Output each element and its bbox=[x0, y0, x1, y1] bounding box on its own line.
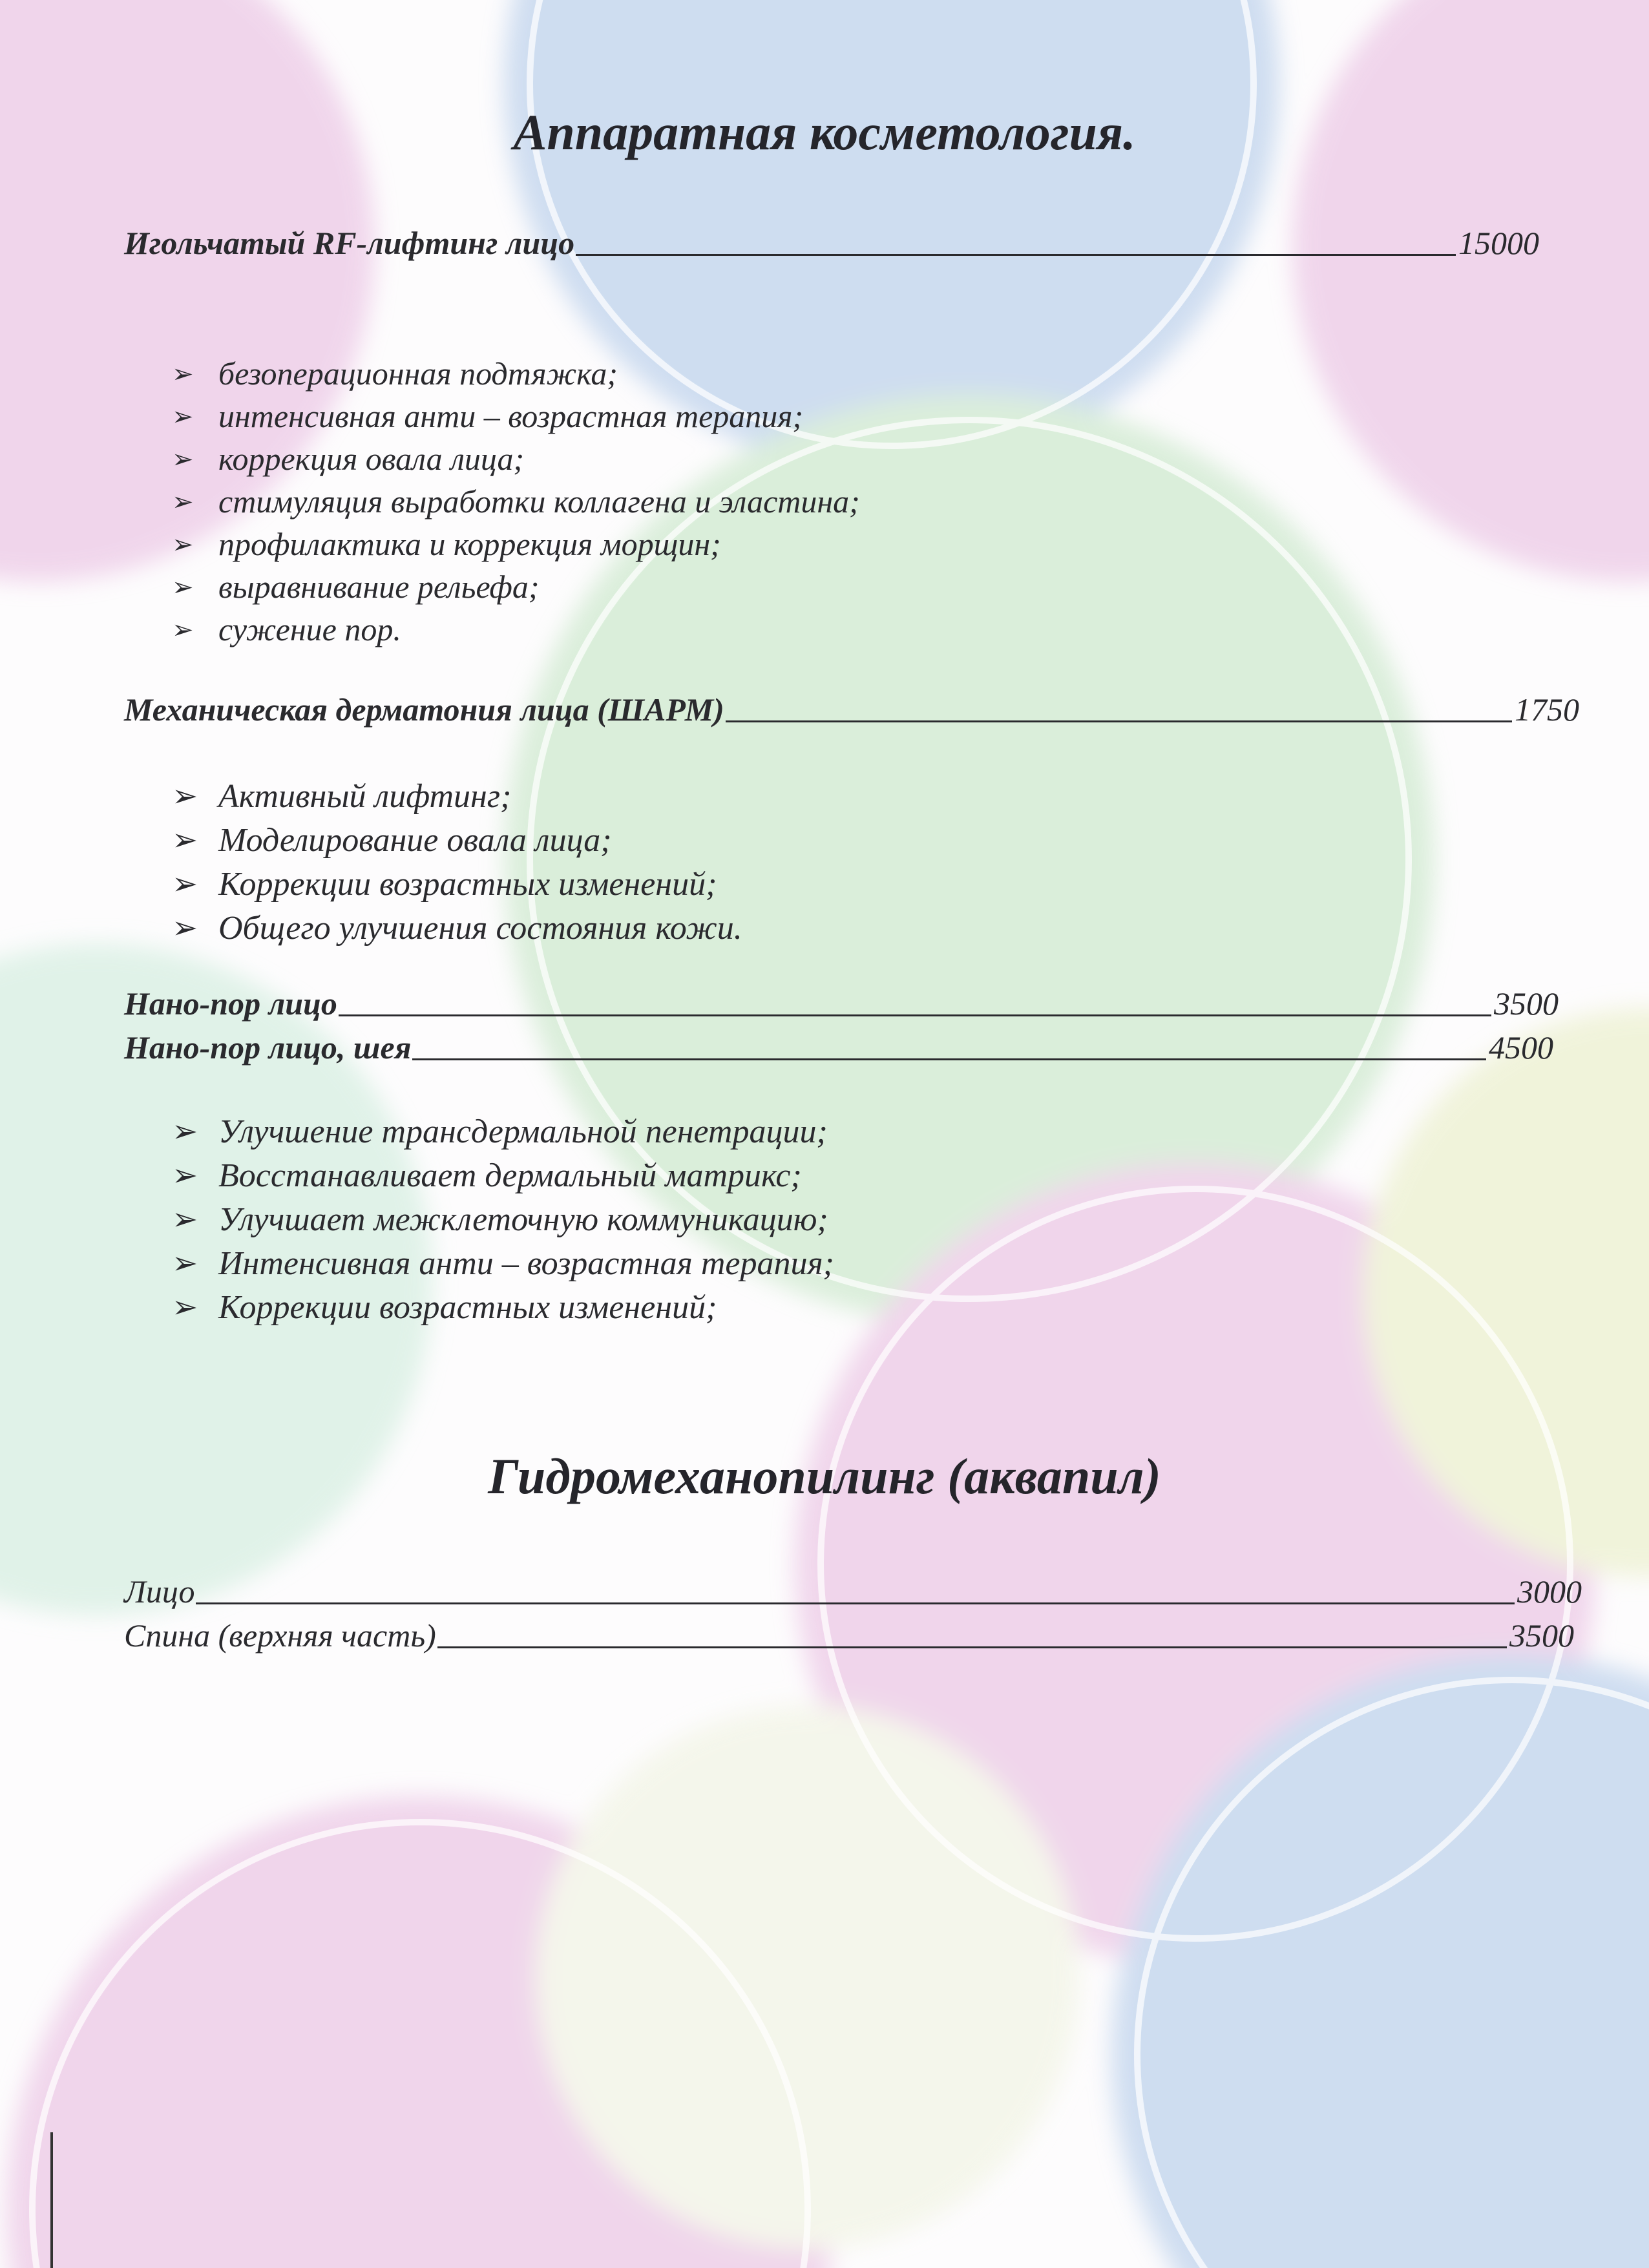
arrow-bullet-icon: ➢ bbox=[172, 487, 194, 516]
leader-line bbox=[576, 253, 1456, 256]
list-item: ➢ Моделирование овала лица; bbox=[172, 821, 612, 859]
list-item: ➢ Коррекции возрастных изменений; bbox=[172, 1288, 717, 1326]
service-name: Игольчатый RF-лифтинг лицо bbox=[124, 225, 575, 261]
list-item: ➢ профилактика и коррекция морщин; bbox=[172, 526, 721, 562]
service-price: 3500 bbox=[1494, 985, 1559, 1022]
list-item: ➢ Улучшает межклеточную коммуникацию; bbox=[172, 1201, 828, 1238]
list-item: ➢ стимуляция выработки коллагена и эластина; bbox=[172, 483, 860, 520]
service-price: 4500 bbox=[1489, 1029, 1553, 1066]
arrow-bullet-icon: ➢ bbox=[172, 1115, 198, 1149]
arrow-bullet-icon: ➢ bbox=[172, 911, 198, 945]
arrow-bullet-icon: ➢ bbox=[172, 867, 198, 901]
list-item: ➢ интенсивная анти – возрастная терапия; bbox=[172, 398, 804, 434]
list-item: ➢ Улучшение трансдермальной пенетрации; bbox=[172, 1113, 828, 1150]
list-item: ➢ выравнивание рельефа; bbox=[172, 569, 540, 605]
price-row-dermatonia bbox=[124, 690, 1579, 729]
service-price: 15000 bbox=[1458, 225, 1539, 261]
service-name: Нано-пор лицо bbox=[124, 985, 337, 1022]
arrow-bullet-icon: ➢ bbox=[172, 444, 194, 474]
arrow-bullet-icon: ➢ bbox=[172, 1246, 198, 1281]
list-item: ➢ сужение пор. bbox=[172, 611, 401, 647]
arrow-bullet-icon: ➢ bbox=[172, 823, 198, 857]
arrow-bullet-icon: ➢ bbox=[172, 572, 194, 602]
service-name: Спина (верхняя часть) bbox=[124, 1617, 436, 1654]
leader-line bbox=[196, 1602, 1515, 1604]
leader-line bbox=[726, 720, 1512, 722]
list-item: ➢ Восстанавливает дермальный матрикс; bbox=[172, 1157, 802, 1194]
arrow-bullet-icon: ➢ bbox=[172, 779, 198, 814]
leader-line bbox=[412, 1058, 1486, 1060]
service-name: Механическая дерматония лица (ШАРМ) bbox=[124, 691, 724, 728]
list-item: ➢ Коррекции возрастных изменений; bbox=[172, 865, 717, 903]
price-row-nanopor-face bbox=[124, 984, 1559, 1023]
service-name: Лицо bbox=[124, 1573, 195, 1610]
arrow-bullet-icon: ➢ bbox=[172, 1159, 198, 1193]
arrow-bullet-icon: ➢ bbox=[172, 614, 194, 644]
service-name: Нано-пор лицо, шея bbox=[124, 1029, 412, 1066]
list-item: ➢ безоперационная подтяжка; bbox=[172, 355, 618, 392]
service-price: 1750 bbox=[1515, 691, 1579, 728]
arrow-bullet-icon: ➢ bbox=[172, 1290, 198, 1325]
price-row-aquapeel-back bbox=[124, 1616, 1574, 1655]
price-row-aquapeel-face bbox=[124, 1572, 1582, 1611]
list-item: ➢ Общего улучшения состояния кожи. bbox=[172, 909, 742, 947]
dermatonia-benefits-list bbox=[172, 774, 742, 950]
list-item: ➢ коррекция овала лица; bbox=[172, 441, 525, 477]
arrow-bullet-icon: ➢ bbox=[172, 401, 194, 431]
leader-line bbox=[437, 1646, 1507, 1648]
service-price: 3000 bbox=[1517, 1573, 1582, 1610]
hardware-cosmetology-title: Аппаратная косметология. bbox=[513, 104, 1136, 160]
service-price: 3500 bbox=[1509, 1617, 1574, 1654]
leader-line bbox=[339, 1014, 1491, 1016]
nanopor-benefits-list bbox=[172, 1109, 834, 1329]
list-item: ➢ Интенсивная анти – возрастная терапия; bbox=[172, 1244, 834, 1282]
scan-edge-mark bbox=[50, 2132, 53, 2268]
arrow-bullet-icon: ➢ bbox=[172, 359, 194, 388]
price-row-nanopor-face-neck bbox=[124, 1028, 1553, 1067]
price-row-rf-lifting bbox=[124, 224, 1539, 262]
list-item: ➢ Активный лифтинг; bbox=[172, 777, 512, 815]
aquapeel-title: Гидромеханопилинг (аквапил) bbox=[488, 1448, 1161, 1504]
arrow-bullet-icon: ➢ bbox=[172, 529, 194, 559]
arrow-bullet-icon: ➢ bbox=[172, 1202, 198, 1237]
rf-benefits-list bbox=[172, 352, 860, 651]
